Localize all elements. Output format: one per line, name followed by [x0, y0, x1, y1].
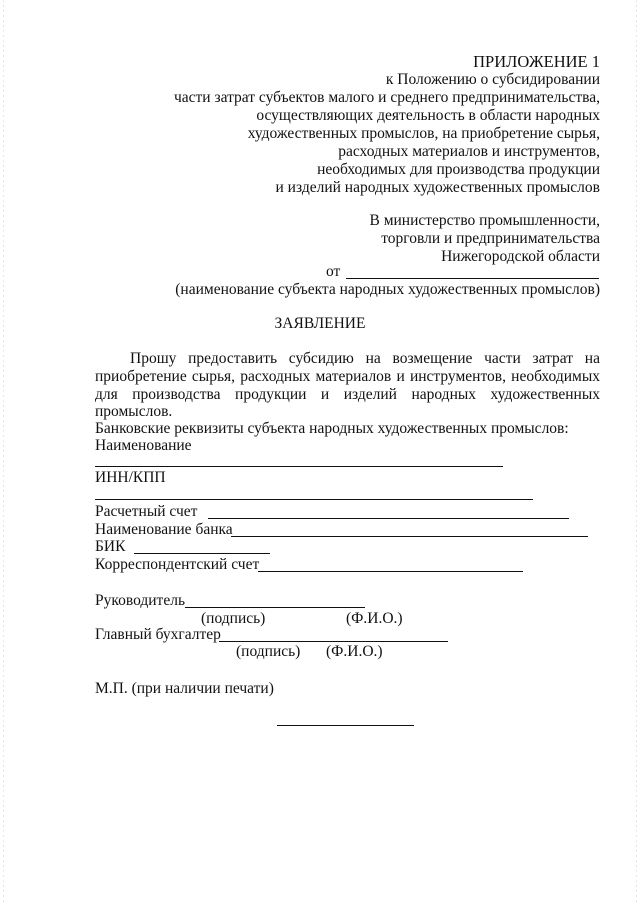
head-sign-caption: (подпись): [201, 610, 266, 627]
name-blank-line[interactable]: [95, 466, 503, 467]
addressee-line-3: Нижегородской области: [441, 248, 600, 265]
head-label: Руководитель: [95, 592, 186, 609]
bik-label: БИК: [95, 538, 126, 555]
corr-account-blank-line[interactable]: [258, 571, 523, 572]
body-line-1: Прошу предоставить субсидию на возмещение части затрат на: [130, 350, 600, 367]
appendix-line-1: к Положению о субсидировании: [385, 71, 600, 88]
name-label: Наименование: [95, 437, 192, 454]
body-line-3: для производства продукции и изделий народных художественных: [95, 386, 600, 403]
appendix-title: ПРИЛОЖЕНИЕ 1: [473, 52, 600, 71]
appendix-line-7: и изделий народных художественных промыслов: [275, 179, 600, 196]
body-line-2: приобретение сырья, расходных материалов и инструментов, необходимых: [95, 368, 600, 385]
bank-name-blank-line[interactable]: [231, 536, 588, 537]
bank-name-label: Наименование банка: [95, 521, 233, 538]
date-blank-line[interactable]: [277, 725, 414, 726]
appendix-line-6: необходимых для производства продукции: [317, 161, 600, 178]
inn-kpp-label: ИНН/КПП: [95, 469, 166, 486]
body-line-4: промыслов.: [95, 403, 173, 420]
corr-account-label: Корреспондентский счет: [95, 556, 260, 573]
addressee-line-1: В министерство промышленности,: [369, 212, 600, 229]
from-label: от: [326, 263, 341, 280]
account-blank-line[interactable]: [208, 518, 569, 519]
appendix-line-3: осуществляющих деятельность в области народных: [256, 107, 600, 124]
appendix-line-4: художественных промыслов, на приобретение сырья,: [247, 125, 600, 142]
accountant-blank-line[interactable]: [219, 641, 448, 642]
from-caption: (наименование субъекта народных художественных промыслов): [175, 281, 600, 298]
accountant-fio-caption: (Ф.И.О.): [326, 643, 383, 660]
document-title: ЗАЯВЛЕНИЕ: [274, 315, 366, 332]
account-label: Расчетный счет: [95, 503, 198, 520]
accountant-sign-caption: (подпись): [236, 643, 301, 660]
seal-label: М.П. (при наличии печати): [95, 680, 274, 697]
appendix-line-5: расходных материалов и инструментов,: [338, 143, 600, 160]
bik-blank-line[interactable]: [134, 553, 270, 554]
accountant-label: Главный бухгалтер: [95, 626, 221, 643]
scan-edge-left: [3, 0, 4, 905]
bank-details-heading: Банковские реквизиты субъекта народных художественных промыслов:: [95, 420, 569, 437]
head-blank-line[interactable]: [185, 607, 365, 608]
appendix-line-2: части затрат субъектов малого и среднего предпринимательства,: [173, 89, 600, 106]
head-fio-caption: (Ф.И.О.): [346, 610, 403, 627]
inn-kpp-blank-line[interactable]: [95, 499, 533, 500]
from-blank-line[interactable]: [346, 278, 599, 279]
addressee-line-2: торговли и предпринимательства: [381, 230, 600, 247]
scan-edge-right: [636, 0, 637, 905]
